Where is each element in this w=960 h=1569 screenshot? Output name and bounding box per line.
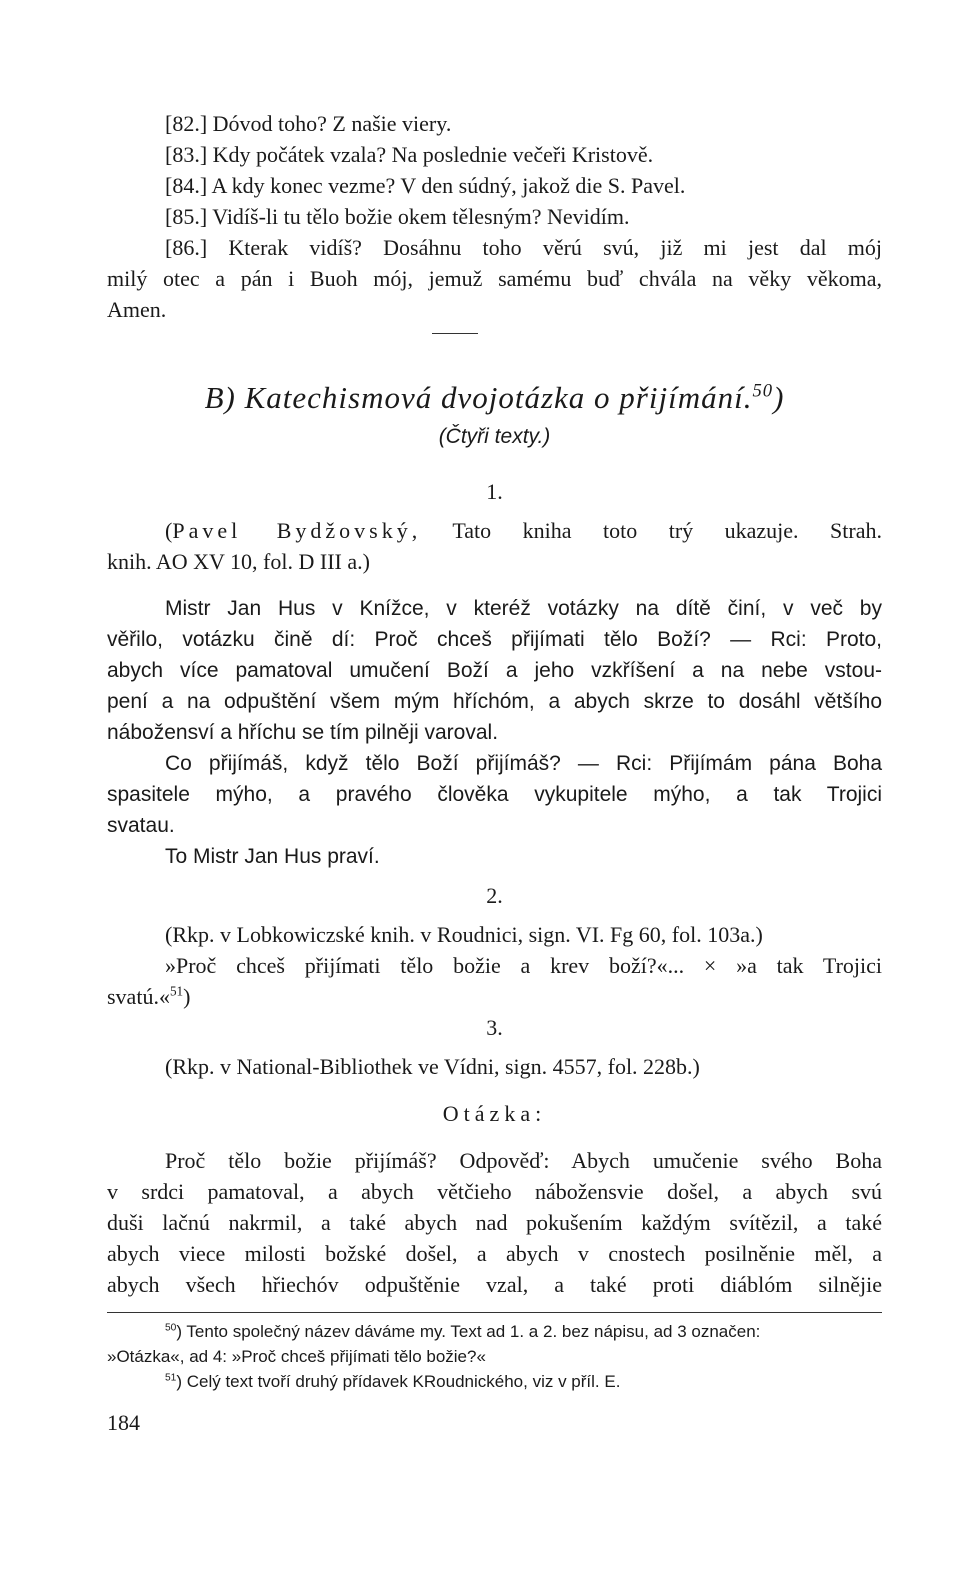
part-1-para3: To Mistr Jan Hus praví.: [165, 845, 380, 868]
part-2-source: (Rkp. v Lobkowiczské knih. v Roudnici, sign. VI. Fg 60, fol. 103a.): [165, 922, 763, 947]
part-2-text-line2: svatú.«$^{51}$): [107, 983, 191, 1009]
part-1-para1-line5: nábožensví a hříchu se tím pilněji varoval.: [107, 721, 499, 744]
part-3-line3: duši lačnú nakrmil, a také abych nad pokušením každým svítězil, a také: [107, 1210, 882, 1235]
question-86: [86.] Kterak vidíš? Dosáhnu toho věrú svú, již mi jest dal mój: [165, 235, 882, 260]
footnote-divider: [107, 1312, 882, 1313]
question-86-end: Amen.: [107, 297, 167, 322]
part-1-source-line1: (Pavel Bydžovský, Tato kniha toto trý ukazuje. Strah.: [165, 518, 882, 543]
part-1-para2-line1: Co přijímáš, když tělo Boží přijímáš? — Rci: Přijímám pána Boha: [165, 752, 882, 775]
section-title: [107, 378, 882, 418]
question-85: [85.] Vidíš-li tu tělo božie okem tělesným? Nevidím.: [165, 204, 630, 229]
part-3-number: 3.: [486, 1015, 503, 1040]
part-3-source: (Rkp. v National-Bibliothek ve Vídni, sign. 4557, fol. 228b.): [165, 1054, 700, 1079]
author-name: Pavel Bydžovský,: [172, 518, 422, 543]
part-3-line5: abych všech hřiechóv odpuštěnie vzal, a také proti diáblóm silnějie: [107, 1272, 882, 1297]
page-body: [107, 108, 882, 1394]
part-1-para1-line1: Mistr Jan Hus v Knížce, v kteréž votázky na dítě činí, v več by: [165, 597, 882, 620]
part-3-line2: v srdci pamatoval, a abych větčieho nábožensvie došel, a abych svú: [107, 1179, 882, 1204]
question-86-cont: milý otec a pán i Buoh mój, jemuž samému buď chvála na věky věkoma,: [107, 266, 882, 291]
part-1-number: 1.: [486, 479, 503, 504]
section-title-footnote-ref: 50: [752, 380, 774, 402]
footnote-50-mark: 50: [165, 1322, 177, 1334]
part-1-para1-line2: věřilo, votázku čině dí: Proč chceš přijímati tělo Boží? — Rci: Proto,: [107, 628, 882, 651]
footnote-51: $^{51}$) Celý text tvoří druhý přídavek KRoudnického, viz v příl. E.: [165, 1372, 621, 1391]
section-title-close: ): [773, 380, 785, 415]
part-2-text-line1: »Proč chceš přijímati tělo božie a krev boží?«... × »a tak Trojici: [165, 953, 882, 978]
short-divider: [432, 333, 478, 334]
page-number: 184: [107, 1410, 140, 1435]
part-3-heading: Otázka:: [442, 1101, 547, 1126]
footnote-50-line1: $^{50}$) Tento společný název dáváme my. Text ad 1. a 2. bez nápisu, ad 3 označen:: [165, 1322, 761, 1341]
part-1-source-line2: knih. AO XV 10, fol. D III a.): [107, 549, 370, 574]
part-1-para1-line3: abych více pamatoval umučení Boží a jeho vzkříšení a na nebe vstou-: [107, 659, 882, 682]
part-3-line1: Proč tělo božie přijímáš? Odpověď: Abych umučenie svého Boha: [165, 1148, 882, 1173]
part-1-para1-line4: pení a na odpuštění všem mým hříchóm, a abych skrze to dosáhl většího: [107, 690, 882, 713]
question-83: [83.] Kdy počátek vzala? Na poslednie večeři Kristově.: [165, 142, 654, 167]
part-3-line4: abych viece milosti božské došel, a abych v cnostech posilněnie měl, a: [107, 1241, 882, 1266]
footnote-50-line2: »Otázka«, ad 4: »Proč chceš přijímati tělo božie?«: [107, 1347, 486, 1366]
part-1-para2-line2: spasitele mýho, a pravého člověka vykupitele mýho, a tak Trojici: [107, 783, 882, 806]
part-1-para2-line3: svatau.: [107, 814, 175, 837]
part-2-number: 2.: [486, 883, 503, 908]
footnote-ref-51: 51: [169, 983, 184, 999]
section-subtitle: (Čtyři texty.): [438, 425, 551, 448]
question-84: [84.] A kdy konec vezme? V den súdný, jakož die S. Pavel.: [165, 173, 686, 198]
section-title-text: B) Katechismová dvojotázka o přijímání.: [204, 380, 753, 415]
question-82: [82.] Dóvod toho? Z našie viery.: [165, 111, 452, 136]
footnote-51-mark: 51: [165, 1372, 177, 1384]
